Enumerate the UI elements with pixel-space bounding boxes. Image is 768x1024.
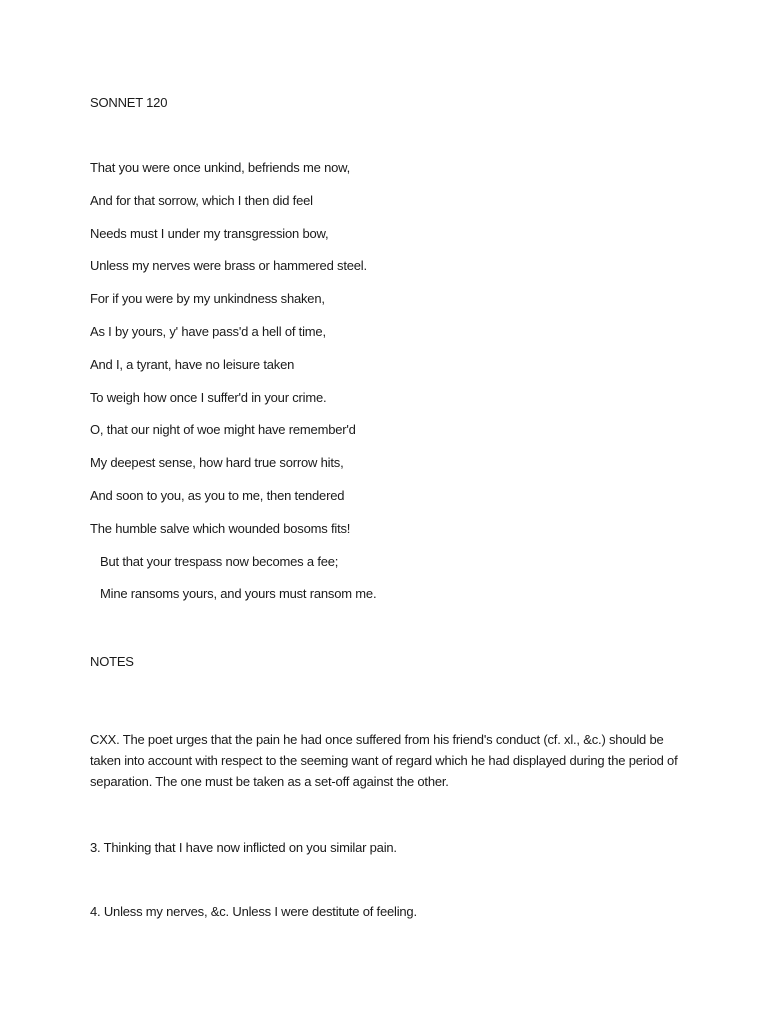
poem-line: O, that our night of woe might have remember'd xyxy=(90,422,356,438)
poem-line: Unless my nerves were brass or hammered steel. xyxy=(90,258,367,274)
poem-line: Needs must I under my transgression bow, xyxy=(90,225,329,241)
page-title: SONNET 120 xyxy=(90,95,168,110)
poem-line: For if you were by my unkindness shaken, xyxy=(90,291,325,307)
note-paragraph: CXX. The poet urges that the pain he had once suffered from his friend's conduct (cf. xl., &c.) should be taken into account with respect to the seeming want of regard which he had displayed during the period of separation. The one must be taken as a set-off against the other. xyxy=(90,732,678,789)
poem-line: And I, a tyrant, have no leisure taken xyxy=(90,356,295,372)
couplet-line: Mine ransoms yours, and yours must ransom me. xyxy=(100,586,377,602)
notes-heading: NOTES xyxy=(90,654,134,669)
poem-line: And for that sorrow, which I then did feel xyxy=(90,192,313,208)
poem-line: That you were once unkind, befriends me now, xyxy=(90,160,351,175)
poem-line: To weigh how once I suffer'd in your crime. xyxy=(90,389,327,405)
note-paragraph: 3. Thinking that I have now inflicted on you similar pain. xyxy=(90,840,397,855)
poem-line: The humble salve which wounded bosoms fits! xyxy=(90,520,351,536)
note-paragraph: 4. Unless my nerves, &c. Unless I were destitute of feeling. xyxy=(90,904,417,919)
poem-line: As I by yours, y' have pass'd a hell of time, xyxy=(90,323,326,339)
poem-line: And soon to you, as you to me, then tendered xyxy=(90,487,345,503)
poem-line: My deepest sense, how hard true sorrow hits, xyxy=(90,455,344,471)
couplet-line: But that your trespass now becomes a fee; xyxy=(100,553,339,569)
poem-body xyxy=(90,160,376,619)
